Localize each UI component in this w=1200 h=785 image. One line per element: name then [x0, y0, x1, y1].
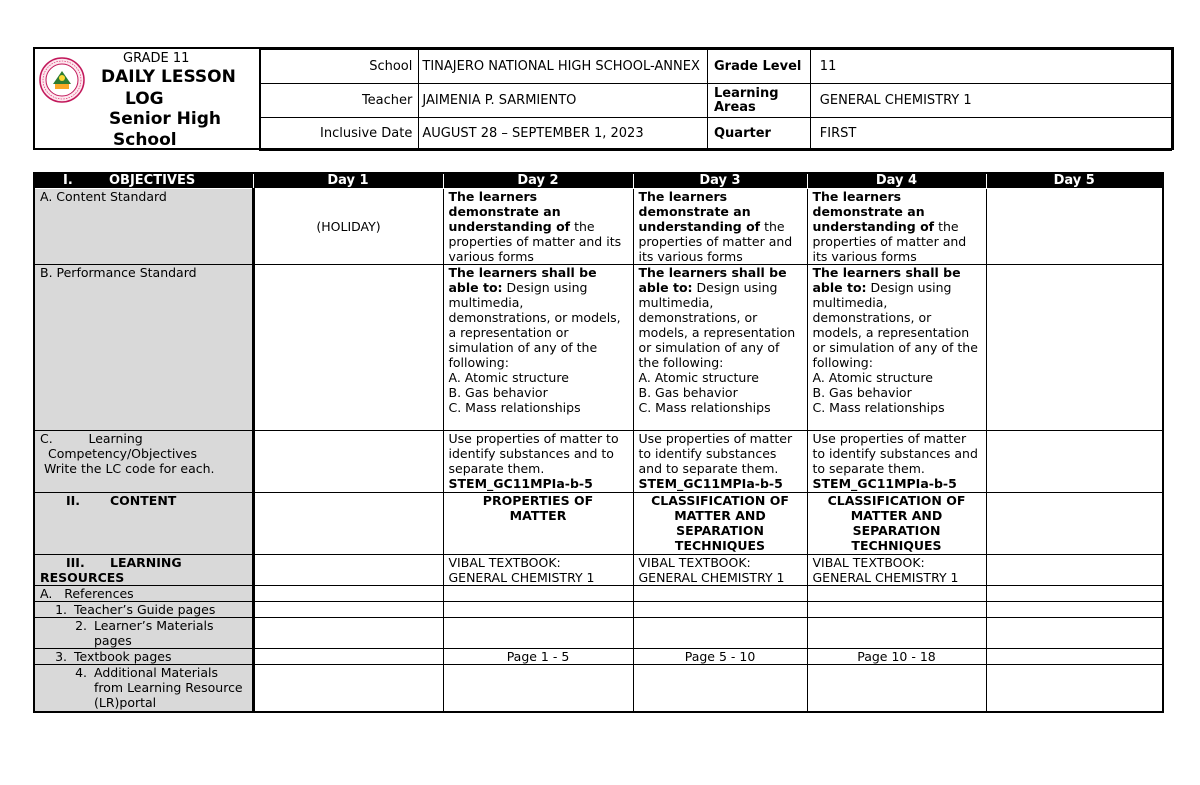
resource-line-1: VIBAL TEXTBOOK:	[448, 555, 561, 570]
title-line-2: LOG	[125, 89, 164, 109]
content-standard-day-3	[633, 189, 807, 265]
performance-standard-bold: The learners shall be able to:	[638, 265, 787, 295]
content-standard-bold: The learners demonstrate an understanding of	[638, 189, 761, 234]
lesson-log-grid	[33, 172, 1164, 713]
textbook-pages-text: Textbook pages	[74, 649, 172, 664]
day-4-heading: Day 4	[807, 173, 986, 189]
learners-materials-day-4	[807, 618, 986, 649]
content-standard-bold: The learners demonstrate an understanding of	[812, 189, 935, 234]
inclusive-date-label: Inclusive Date	[260, 118, 419, 151]
content-standard-bold: The learners demonstrate an understanding of	[448, 189, 571, 234]
teachers-guide-number: 1.	[55, 602, 67, 617]
teachers-guide-day-3	[633, 602, 807, 618]
grade-line: GRADE 11	[123, 51, 190, 66]
learners-materials-day-5	[986, 618, 1163, 649]
grade-level-value: 11	[810, 50, 1171, 84]
content-standard-day-2	[443, 189, 633, 265]
competency-code: STEM_GC11MPIa-b-5	[448, 476, 593, 491]
list-item: C. Mass relationships	[812, 400, 945, 415]
day-3-heading: Day 3	[633, 173, 807, 189]
learners-materials-label	[34, 618, 253, 649]
performance-standard-day-3	[633, 265, 807, 431]
learners-materials-row	[34, 618, 1163, 649]
content-heading: CONTENT	[110, 493, 177, 508]
content-standard-rest: the properties of matter and its various forms	[638, 219, 793, 264]
day-5-heading: Day 5	[986, 173, 1163, 189]
competency-label-line-1: C. Learning	[40, 431, 143, 446]
competency-day-3	[633, 431, 807, 493]
competency-label-line-3: Write the LC code for each.	[44, 461, 215, 476]
additional-materials-day-4	[807, 665, 986, 712]
learning-resources-day-2	[443, 555, 633, 586]
textbook-pages-day-4: Page 10 - 18	[807, 649, 986, 665]
school-label: School	[260, 50, 419, 84]
content-day-5	[986, 493, 1163, 555]
learning-areas-value: GENERAL CHEMISTRY 1	[810, 84, 1171, 118]
textbook-pages-day-5	[986, 649, 1163, 665]
teachers-guide-day-5	[986, 602, 1163, 618]
title-line-4: School	[113, 130, 177, 150]
title-line-3: Senior High	[109, 109, 222, 129]
learning-resources-day-3	[633, 555, 807, 586]
performance-standard-rest: Design using multimedia, demonstrations, or models, a representation or simulation of any of the following:	[448, 280, 621, 370]
additional-materials-row	[34, 665, 1163, 712]
resource-line-1: VIBAL TEXTBOOK:	[638, 555, 751, 570]
learners-materials-number: 2.	[75, 618, 87, 633]
references-day-4	[807, 586, 986, 602]
performance-standard-bold: The learners shall be able to:	[448, 265, 597, 295]
content-standard-day-4	[807, 189, 986, 265]
learners-materials-day-1	[253, 618, 443, 649]
learning-resources-day-5	[986, 555, 1163, 586]
references-day-2	[443, 586, 633, 602]
content-day-2: PROPERTIES OF MATTER	[443, 493, 633, 555]
competency-code: STEM_GC11MPIa-b-5	[638, 476, 783, 491]
quarter-label: Quarter	[708, 118, 811, 151]
content-label	[34, 493, 253, 555]
references-day-5	[986, 586, 1163, 602]
teachers-guide-text: Teacher’s Guide pages	[74, 602, 216, 617]
competency-text: Use properties of matter to identify substances and to separate them.	[812, 431, 978, 476]
performance-standard-day-1	[253, 265, 443, 431]
content-row	[34, 493, 1163, 555]
additional-materials-day-3	[633, 665, 807, 712]
competency-row	[34, 431, 1163, 493]
quarter-value: FIRST	[810, 118, 1171, 151]
list-item: C. Mass relationships	[448, 400, 581, 415]
additional-materials-text: Additional Materials from Learning Resource (LR)portal	[94, 665, 243, 711]
competency-day-2	[443, 431, 633, 493]
learning-areas-label: Learning Areas	[708, 84, 811, 118]
additional-materials-label	[34, 665, 253, 712]
competency-label-line-2: Competency/Objectives	[48, 446, 197, 461]
learners-materials-text: Learner’s Materials pages	[94, 618, 214, 648]
performance-standard-day-5	[986, 265, 1163, 431]
resource-line-2: GENERAL CHEMISTRY 1	[638, 570, 785, 585]
additional-materials-day-5	[986, 665, 1163, 712]
learning-resources-day-1	[253, 555, 443, 586]
references-day-3	[633, 586, 807, 602]
header-info-table	[259, 49, 1172, 151]
teachers-guide-day-1	[253, 602, 443, 618]
list-item: C. Mass relationships	[638, 400, 771, 415]
performance-standard-day-4	[807, 265, 986, 431]
teacher-value: JAIMENIA P. SARMIENTO	[419, 84, 708, 118]
competency-text: Use properties of matter to identify substances and to separate them.	[638, 431, 793, 476]
school-seal-icon	[39, 57, 85, 103]
performance-standard-rest: Design using multimedia, demonstrations, or models, a representation or simulation of any of the following:	[638, 280, 796, 370]
day-1-heading: Day 1	[253, 173, 443, 189]
content-standard-row	[34, 189, 1163, 265]
title-line-1: DAILY LESSON	[101, 67, 236, 87]
objectives-heading: I. OBJECTIVES	[34, 173, 253, 189]
content-day-4: CLASSIFICATION OF MATTER AND SEPARATION TECHNIQUES	[807, 493, 986, 555]
day-2-heading: Day 2	[443, 173, 633, 189]
competency-day-4	[807, 431, 986, 493]
textbook-pages-day-1	[253, 649, 443, 665]
list-item: A. Atomic structure	[448, 370, 569, 385]
list-item: B. Gas behavior	[638, 385, 738, 400]
inclusive-date-value: AUGUST 28 – SEPTEMBER 1, 2023	[419, 118, 708, 151]
resource-line-2: GENERAL CHEMISTRY 1	[448, 570, 595, 585]
additional-materials-day-2	[443, 665, 633, 712]
list-item: A. Atomic structure	[812, 370, 933, 385]
performance-standard-rest: Design using multimedia, demonstrations, or models, a representation or simulation of any of the following:	[812, 280, 978, 370]
learners-materials-day-3	[633, 618, 807, 649]
school-value: TINAJERO NATIONAL HIGH SCHOOL-ANNEX	[419, 50, 708, 84]
performance-standard-row	[34, 265, 1163, 431]
references-row	[34, 586, 1163, 602]
competency-day-1	[253, 431, 443, 493]
additional-materials-day-1	[253, 665, 443, 712]
references-day-1	[253, 586, 443, 602]
textbook-pages-label	[34, 649, 253, 665]
header-row-school	[260, 50, 1172, 84]
competency-text: Use properties of matter to identify substances and to separate them.	[448, 431, 619, 476]
learning-resources-row	[34, 555, 1163, 586]
list-item: B. Gas behavior	[448, 385, 548, 400]
lesson-log-header	[33, 47, 1174, 150]
header-row-date	[260, 118, 1172, 151]
content-standard-day-5	[986, 189, 1163, 265]
learning-resources-day-4	[807, 555, 986, 586]
learning-resources-heading: LEARNING RESOURCES	[40, 555, 182, 585]
additional-materials-number: 4.	[75, 665, 87, 681]
textbook-pages-number: 3.	[55, 649, 67, 664]
day-1-holiday: (HOLIDAY)	[253, 189, 443, 265]
grade-level-label: Grade Level	[708, 50, 811, 84]
content-standard-label: A. Content Standard	[34, 189, 253, 265]
content-standard-rest: the properties of matter and its various forms	[448, 219, 622, 264]
list-item: B. Gas behavior	[812, 385, 912, 400]
performance-standard-label: B. Performance Standard	[34, 265, 253, 431]
references-label: A. References	[34, 586, 253, 602]
grid-header-row	[34, 173, 1163, 189]
competency-day-5	[986, 431, 1163, 493]
header-row-teacher	[260, 84, 1172, 118]
textbook-pages-row	[34, 649, 1163, 665]
teachers-guide-row	[34, 602, 1163, 618]
resource-line-2: GENERAL CHEMISTRY 1	[812, 570, 959, 585]
list-item: A. Atomic structure	[638, 370, 759, 385]
teachers-guide-label	[34, 602, 253, 618]
performance-standard-bold: The learners shall be able to:	[812, 265, 961, 295]
textbook-pages-day-3: Page 5 - 10	[633, 649, 807, 665]
content-day-3: CLASSIFICATION OF MATTER AND SEPARATION TECHNIQUES	[633, 493, 807, 555]
textbook-pages-day-2: Page 1 - 5	[443, 649, 633, 665]
learning-resources-number: III.	[66, 555, 85, 570]
content-day-1	[253, 493, 443, 555]
teachers-guide-day-2	[443, 602, 633, 618]
header-title-block	[35, 49, 261, 148]
competency-label	[34, 431, 253, 493]
teachers-guide-day-4	[807, 602, 986, 618]
learners-materials-day-2	[443, 618, 633, 649]
content-number: II.	[66, 493, 81, 508]
content-standard-rest: the properties of matter and its various forms	[812, 219, 967, 264]
teacher-label: Teacher	[260, 84, 419, 118]
performance-standard-day-2	[443, 265, 633, 431]
competency-code: STEM_GC11MPIa-b-5	[812, 476, 957, 491]
resource-line-1: VIBAL TEXTBOOK:	[812, 555, 925, 570]
learning-resources-label	[34, 555, 253, 586]
